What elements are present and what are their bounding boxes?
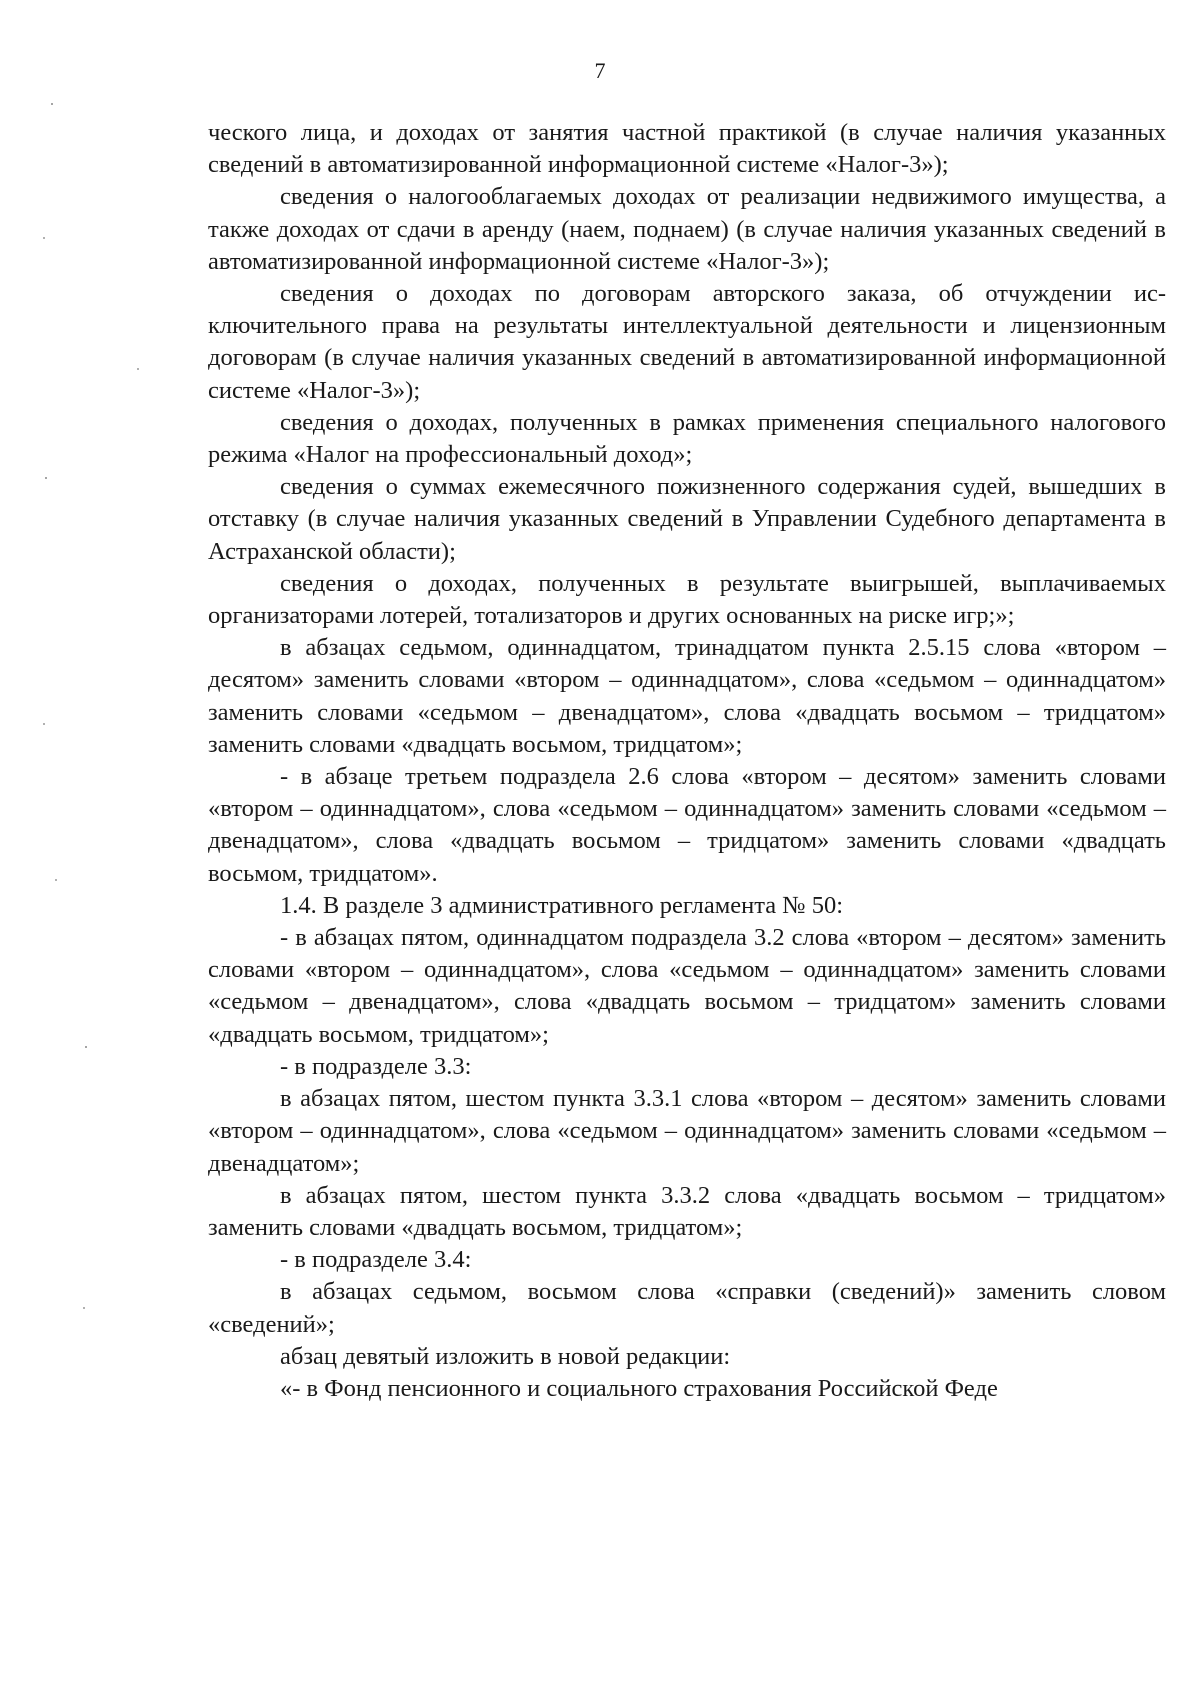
paragraph: - в абзаце третьем подраздела 2.6 слова «втором – десятом» заменить словами «втором – одиннадцатом», слова «седьмом – одиннадцатом» заменить словами «седьмом – двенадцатом», слова «двадцать восьмом – тридцатом» заменить словами «двадцать восьмом, тридцатом». bbox=[208, 763, 1166, 887]
scan-speck bbox=[43, 237, 45, 239]
paragraph: в абзацах пятом, шестом пункта 3.3.2 слова «двадцать восьмом – тридцатом» заменить словами «двадцать восьмом, тридцатом»; bbox=[208, 1181, 1166, 1241]
paragraph: - в подразделе 3.4: bbox=[280, 1246, 472, 1274]
paragraph: в абзацах пятом, шестом пункта 3.3.1 слова «втором – десятом» заменить словами «втором – одиннадцатом», слова «седьмом – одиннадцатом» заменить словами «седьмом – двенадцатом»; bbox=[208, 1085, 1166, 1177]
scan-speck bbox=[83, 1307, 85, 1309]
paragraph: «- в Фонд пенсионного и социального страхования Российской Феде bbox=[280, 1374, 998, 1402]
scan-speck bbox=[45, 477, 47, 479]
paragraph: абзац девятый изложить в новой редакции: bbox=[280, 1342, 731, 1370]
scan-speck bbox=[137, 368, 139, 370]
paragraph: сведения о суммах ежемесячного пожизненного содержания судей, вышедших в отставку (в случае наличия указанных сведений в Управлении Судебного департамента в Астраханской области); bbox=[208, 473, 1166, 565]
scan-speck bbox=[55, 879, 57, 881]
paragraph: в абзацах седьмом, одиннадцатом, тринадцатом пункта 2.5.15 слова «втором – десятом» заменить словами «втором – одиннадцатом», слова «седьмом – одиннадцатом» заменить словами «седьмом – двенадцатом», слова «двадцать восьмом – тридцатом» заменить словами «двадцать восьмом, тридцатом»; bbox=[208, 634, 1166, 758]
paragraph: сведения о доходах, полученных в рамках применения специального налогового режима «Налог на профессиональный доход»; bbox=[208, 408, 1166, 469]
document-body bbox=[208, 117, 1166, 1405]
page-number: 7 bbox=[594, 58, 606, 83]
paragraph: ческого лица, и доходах от занятия частной практикой (в случае наличия указанных сведений в автоматизированной информационной системе «Налог-3»); bbox=[208, 119, 1166, 179]
scan-speck bbox=[43, 723, 45, 725]
paragraph: - в подразделе 3.3: bbox=[280, 1052, 472, 1080]
paragraph: сведения о доходах, полученных в результате выигрышей, выплачиваемых организаторами лотерей, тотализаторов и других основанных на риске игр;»; bbox=[208, 569, 1166, 630]
scan-speck bbox=[51, 103, 53, 105]
paragraph: - в абзацах пятом, одиннадцатом подраздела 3.2 слова «втором – десятом» заменить словами «втором – одиннадцатом», слова «седьмом – одиннадцатом» заменить словами «седьмом – двенадцатом», слова «двадцать восьмом – тридцатом» заменить словами «двадцать восьмом, тридцатом»; bbox=[208, 924, 1166, 1048]
paragraph: сведения о доходах по договорам авторского заказа, об отчуждении исключительного права на результаты интеллектуальной деятельности и лицензионным договорам (в случае наличия указанных сведений в автоматизированной информационной системе «Налог-3»); bbox=[208, 280, 1166, 404]
paragraph: сведения о налогооблагаемых доходах от реализации недвижимого имущества, а также доходах от сдачи в аренду (наем, поднаем) (в случае наличия указанных сведений в автоматизированной информационной системе «Налог-3»); bbox=[208, 183, 1166, 275]
scan-speck bbox=[85, 1046, 87, 1048]
paragraph: 1.4. В разделе 3 административного регламента № 50: bbox=[280, 891, 844, 919]
paragraph: в абзацах седьмом, восьмом слова «справки (сведений)» заменить словом «сведений»; bbox=[208, 1278, 1166, 1338]
